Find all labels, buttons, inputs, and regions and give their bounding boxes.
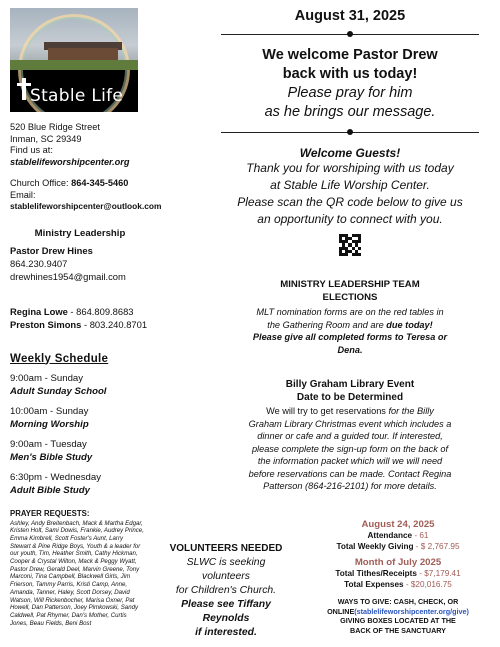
schedule-item: [10, 471, 190, 497]
pastor-name: Pastor Drew Hines: [10, 244, 93, 256]
mlt-body: [210, 306, 490, 356]
logo-name: Stable Life: [30, 86, 124, 106]
attendance-value: - 61: [412, 531, 429, 540]
giving-label: Total Weekly Giving: [336, 542, 414, 551]
mlt-due: due today!: [386, 319, 433, 330]
left-column: [10, 8, 190, 627]
volunteers-block: [162, 543, 290, 640]
bgl-heading: [210, 378, 490, 404]
give-link[interactable]: (stablelifeworshipcenter.org/give): [354, 606, 469, 616]
guests-heading: Welcome Guests!: [299, 146, 401, 160]
bgl-line: Patterson (864-216-2101) for more details.: [263, 481, 437, 491]
tithes-value: - $7,179.41: [416, 569, 461, 578]
bgl-line: for the Billy: [388, 406, 434, 416]
volunteers-body: [162, 556, 290, 640]
pastor-block: [10, 244, 190, 283]
right-column: [210, 8, 490, 493]
prayer-list: Ashley, Andy Breitenbach, Mack & Martha Edgar, Kristen Holt, Sami Dowis, Frankie, Audrey Prince, Emma Kimbrell, Scott Foster's Aunt, Larry Stewart & Pine Ridge Boys, Youth & a leader for our youth, Tim, Heather Smith, Cathy Hickman, Cooper & Crystal Wilton, Mack & Peggy Wyatt, Pastor Drew, Gerald Deel, Marvin Greene, Tony Marconi, Tina Campbell, Blackwell Girls, Jim Frierson, Tammy Parris, Kristi Camp, Anne, Amanda, Tanner, Haley, Scott Dorsey, David Watson, Will Rickenbocher, Marisa Oxner, Pat Howell, Dan Patterson, Joey Pimkowski, Sandy Caldwell, Pat Rhymer, Dan's Mother, Curtis Jones, Beau Fields, Beni Bost: [10, 519, 144, 627]
giving-line: [300, 541, 496, 552]
schedule-heading: Weekly Schedule: [10, 352, 109, 365]
ways-line: GIVING BOXES LOCATED AT THE: [340, 616, 456, 626]
schedule-event: Adult Sunday School: [10, 385, 107, 397]
bgl-line: dinner or cafe and a guided tour. If interested,: [257, 431, 443, 441]
volunteers-line: for Children's Church.: [175, 585, 277, 596]
volunteers-line: Please see Tiffany Reynolds: [181, 599, 271, 624]
welcome-line: back with us today!: [282, 66, 418, 82]
guests-line: at Stable Life Worship Center.: [270, 178, 430, 192]
schedule-time: 9:00am - Tuesday: [10, 438, 87, 450]
bgl-heading-line: Billy Graham Library Event: [285, 379, 415, 390]
bgl-line: Graham Library Christmas event which includes a: [248, 418, 452, 429]
guests-line: Please scan the QR code below to give us: [237, 195, 463, 209]
mlt-heading: [210, 278, 490, 304]
schedule-time: 10:00am - Sunday: [10, 405, 89, 417]
pray-line: Please pray for him: [287, 85, 413, 101]
volunteers-line: if interested.: [195, 627, 257, 638]
ways-line: BACK OF THE SANCTUARY: [350, 625, 446, 635]
pastor-email[interactable]: drewhines1954@gmail.com: [10, 270, 126, 282]
bulletin-date: August 31, 2025: [294, 8, 406, 24]
email-label: Email:: [10, 189, 36, 200]
leader2-phone[interactable]: - 803.240.8701: [81, 318, 148, 330]
leaders-block: [10, 305, 190, 331]
address-block: [10, 122, 190, 168]
attendance-line: [300, 530, 496, 541]
expenses-value: - $20,016.75: [403, 580, 452, 589]
find-us-label: Find us at:: [10, 145, 53, 155]
website-link[interactable]: stablelifeworshipcenter.org: [10, 156, 130, 167]
mlt-heading-line: ELECTIONS: [322, 292, 378, 303]
schedule-item: [10, 372, 190, 398]
tithes-label: Total Tithes/Receipts: [335, 569, 417, 578]
office-phone[interactable]: 864-345-5460: [71, 178, 129, 188]
pray-line: as he brings our message.: [264, 104, 436, 120]
email-link[interactable]: stablelifeworshipcenter@outlook.com: [10, 201, 162, 211]
bgl-heading-line: Date to be Determined: [296, 392, 404, 403]
schedule-time: 9:00am - Sunday: [10, 372, 84, 384]
guests-line: Thank you for worshiping with us today: [246, 161, 454, 175]
expenses-line: [300, 579, 496, 590]
finance-date: August 24, 2025: [361, 519, 435, 530]
church-logo: [10, 8, 138, 112]
finance-month: Month of July 2025: [354, 557, 442, 568]
leader2-name: Preston Simons: [10, 318, 82, 330]
ways-to-give: [300, 597, 496, 635]
schedule-event: Men's Bible Study: [10, 451, 93, 463]
mlt-line: MLT nomination forms are on the red tables in: [256, 307, 444, 317]
guests-line: an opportunity to connect with you.: [257, 212, 443, 226]
mlt-heading-line: MINISTRY LEADERSHIP TEAM: [280, 279, 420, 290]
prayer-heading: PRAYER REQUESTS:: [10, 508, 90, 518]
expenses-label: Total Expenses: [344, 580, 404, 589]
ministry-heading: Ministry Leadership: [34, 227, 126, 239]
bgl-line: We will try to get reservations: [266, 406, 389, 416]
attendance-label: Attendance: [367, 531, 413, 540]
welcome-block: [210, 46, 490, 84]
bgl-line: please complete the sign-up form on the back of: [251, 443, 449, 454]
schedule-event: Adult Bible Study: [10, 484, 90, 496]
dot-icon: [347, 31, 353, 37]
bgl-body: [210, 405, 490, 493]
leader1-name: Regina Lowe: [10, 305, 68, 317]
schedule-item: [10, 405, 190, 431]
office-label: Church Office:: [10, 178, 72, 188]
city: Inman, SC 29349: [10, 133, 82, 144]
mlt-line: the Gathering Room and are: [267, 319, 387, 330]
cross-icon: [22, 78, 26, 100]
giving-value: - $ 2,767.95: [413, 542, 460, 551]
pastor-phone[interactable]: 864.230.9407: [10, 257, 68, 269]
volunteers-line: SLWC is seeking volunteers: [186, 557, 266, 582]
qr-code-icon[interactable]: [339, 234, 361, 256]
divider: [221, 30, 479, 40]
pray-block: [210, 84, 490, 122]
bgl-line: before reservations can be made. Contact Regina: [248, 468, 452, 479]
street: 520 Blue Ridge Street: [10, 122, 100, 132]
guests-block: [210, 160, 490, 228]
volunteers-heading: VOLUNTEERS NEEDED: [169, 543, 283, 554]
tithes-line: [300, 568, 496, 579]
leader1-phone[interactable]: - 864.809.8683: [67, 305, 134, 317]
mlt-line: Please give all completed forms to Teresa or: [252, 332, 448, 342]
ways-line: WAYS TO GIVE: CASH, CHECK, OR: [337, 597, 459, 606]
welcome-line: We welcome Pastor Drew: [262, 47, 438, 63]
ways-line: ONLINE: [327, 606, 355, 616]
schedule-time: 6:30pm - Wednesday: [10, 471, 102, 483]
bgl-line: the information packet which will we will need: [257, 456, 443, 466]
schedule-event: Morning Worship: [10, 418, 89, 430]
dot-icon: [347, 129, 353, 135]
office-block: [10, 178, 190, 213]
schedule-item: [10, 438, 190, 464]
mlt-line: Dena.: [337, 344, 363, 355]
divider: [221, 128, 479, 138]
finance-block: [300, 519, 496, 635]
